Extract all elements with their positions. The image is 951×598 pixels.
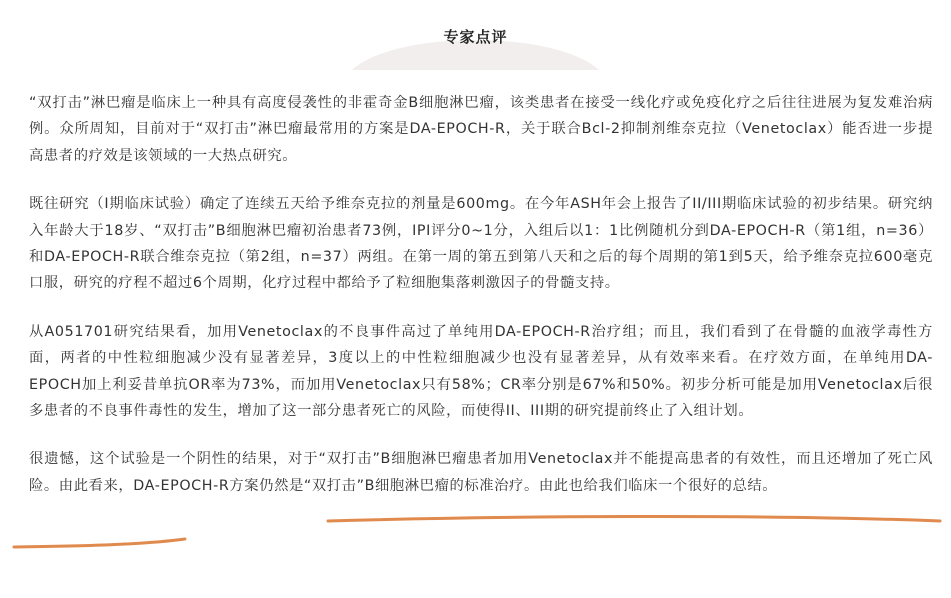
paragraph-results-text: 从A051701研究结果看，加用Venetoclax的不良事件高过了单纯用DA-EPOCH-R治疗组；而且，我们看到了在骨髓的血液学毒性方面，两者的中性粒细胞减少没有显著差异，3度以上的中性粒细胞减少也没有显著差异，从有效率来看。在疗效方面，在单纯用DA-EPOCH加上利妥昔单抗OR率为73%，而加用Venetoclax只有58%；CR率分别是67%和50%。初步分析可能是加用Venetoclax后很多患者的不良事件毒性的发生，增加了这一部分患者死亡的风险，而使得II、III期的研究提前终止了入组计划。 <box>29 323 933 420</box>
paragraph-study-design <box>29 191 933 297</box>
paragraph-study-design-text: 既往研究（I期临床试验）确定了连续五天给予维奈克拉的剂量是600mg。在今年ASH年会上报告了II/III期临床试验的初步结果。研究纳入年龄大于18岁、“双打击”B细胞淋巴瘤初治患者73例，IPI评分0~1分，入组后以1：1比例随机分到DA-EPOCH-R（第1组，n=36）和DA-EPOCH-R联合维奈克拉（第2组，n=37）两组。在第一周的第五到第八天和之后的每个周期的第1到5天，给予维奈克拉600毫克口服，研究的疗程不超过6个周期，化疗过程中都给予了粒细胞集落刺激因子的骨髓支持。 <box>29 196 933 292</box>
section-header <box>0 0 951 70</box>
paragraph-conclusion-text: 很遗憾，这个试验是一个阴性的结果，对于“双打击”B细胞淋巴瘤患者加用Venetoclax并不能提高患者的有效性，而且还增加了死亡风险。由此看来，DA-EPOCH-R方案仍然是“双打击”B细胞淋巴瘤的标准治疗。由此也给我们临床一个很好的总结。 <box>29 451 933 494</box>
paragraph-intro <box>29 90 933 169</box>
paragraph-conclusion <box>29 446 933 499</box>
paragraph-intro-text: “双打击”淋巴瘤是临床上一种具有高度侵袭性的非霍奇金B细胞淋巴瘤，该类患者在接受一线化疗或免疫化疗之后往往进展为复发难治病例。众所周知，目前对于“双打击”淋巴瘤最常用的方案是DA-EPOCH-R，关于联合Bcl-2抑制剂维奈克拉（Venetoclax）能否进一步提高患者的疗效是该领域的一大热点研究。 <box>29 95 933 164</box>
article-body <box>29 90 933 521</box>
section-title: 专家点评 <box>443 28 508 46</box>
paragraph-results <box>29 319 933 425</box>
